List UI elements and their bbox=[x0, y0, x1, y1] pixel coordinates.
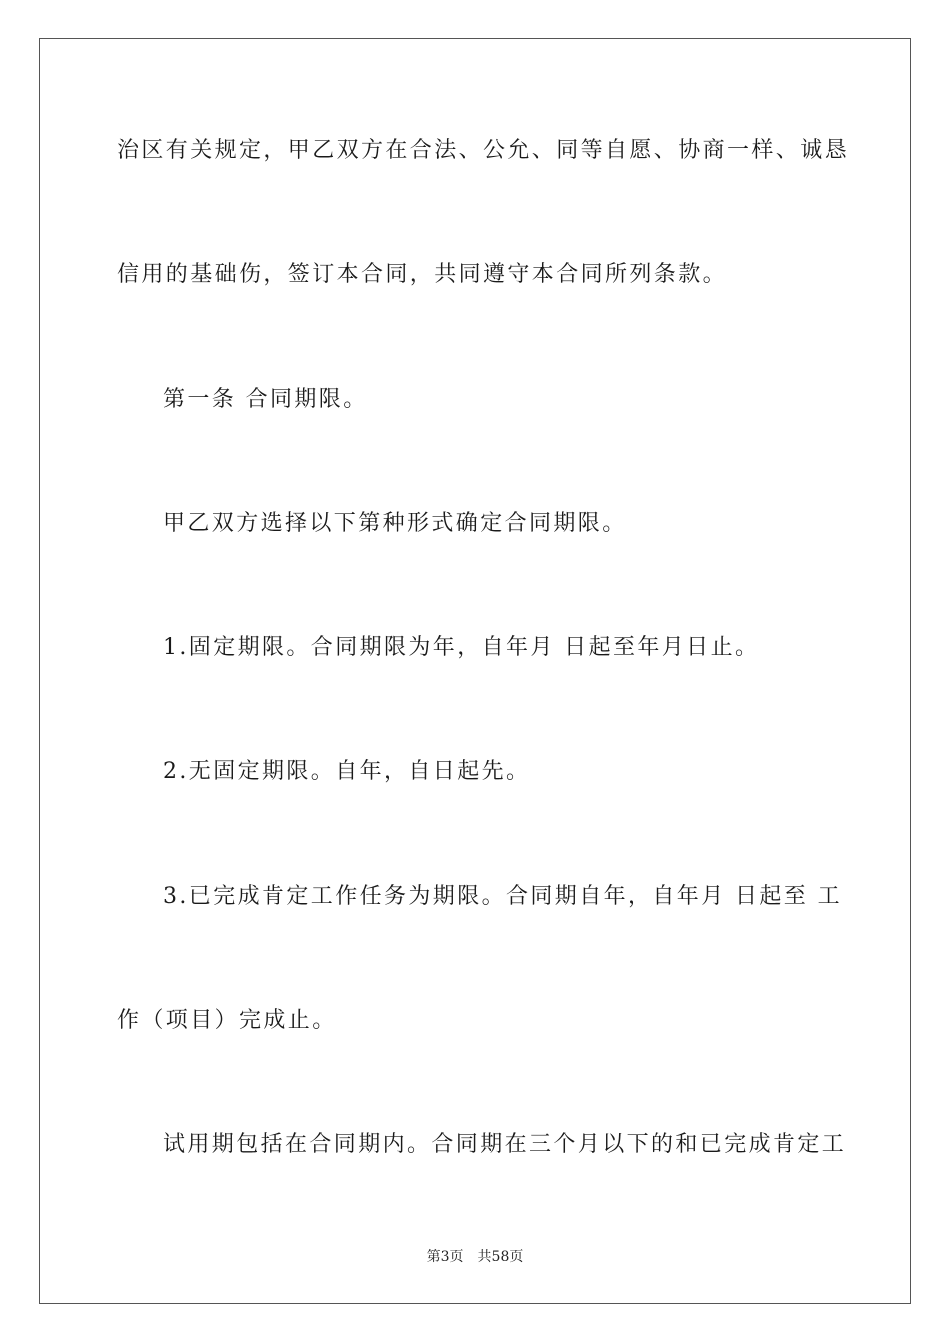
list-item-1: 1.固定期限。合同期限为年，自年月 日起至年月日止。 bbox=[163, 635, 760, 660]
body-line-2: 信用的基础伤，签订本合同，共同遵守本合同所列条款。 bbox=[117, 262, 728, 287]
body-line-4: 甲乙双方选择以下第种形式确定合同期限。 bbox=[163, 511, 627, 536]
article-heading: 第一条 合同期限。 bbox=[163, 387, 368, 412]
page-footer bbox=[0, 1248, 950, 1266]
list-item-2: 2.无固定期限。自年，自日起先。 bbox=[163, 759, 531, 784]
body-line-1: 治区有关规定，甲乙双方在合法、公允、同等自愿、协商一样、诚恳 bbox=[117, 138, 850, 163]
page-number: 第3页 bbox=[426, 1249, 464, 1265]
page-frame bbox=[39, 38, 911, 1304]
list-item-3: 3.已完成肯定工作任务为期限。合同期自年，自年月 日起至 工 bbox=[163, 884, 842, 909]
page-total: 共58页 bbox=[477, 1249, 524, 1265]
body-line-9: 试用期包括在合同期内。合同期在三个月以下的和已完成肯定工 bbox=[163, 1132, 847, 1157]
list-item-3-continued: 作（项目）完成止。 bbox=[117, 1008, 337, 1033]
